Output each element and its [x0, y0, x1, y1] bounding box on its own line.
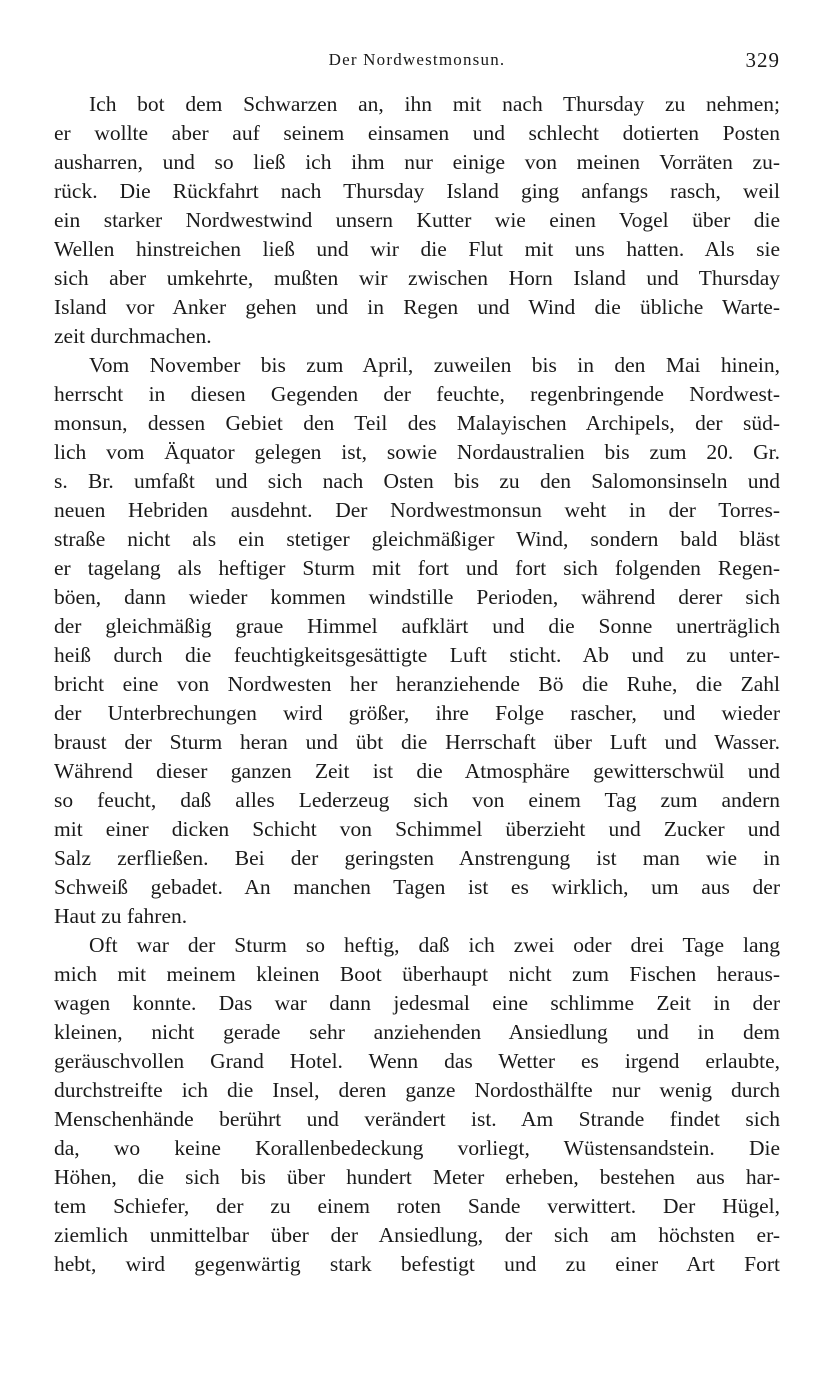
- text-line: braust der Sturm heran und übt die Herrschaft über Luft und Wasser.: [54, 730, 780, 754]
- text-line: er wollte aber auf seinem einsamen und schlecht dotierten Posten: [54, 121, 780, 145]
- text-line: neuen Hebriden ausdehnt. Der Nordwestmonsun weht in der Torres-: [54, 498, 780, 522]
- text-line: Menschenhände berührt und verändert ist. Am Strande findet sich: [54, 1107, 780, 1131]
- text-line: sich aber umkehrte, mußten wir zwischen Horn Island und Thursday: [54, 266, 780, 290]
- text-line: Island vor Anker gehen und in Regen und Wind die übliche Warte-: [54, 295, 780, 319]
- text-line: so feucht, daß alles Lederzeug sich von einem Tag zum andern: [54, 788, 780, 812]
- text-line: bricht eine von Nordwesten her heranziehende Bö die Ruhe, die Zahl: [54, 672, 780, 696]
- text-line: Ich bot dem Schwarzen an, ihn mit nach Thursday zu nehmen;: [89, 92, 780, 116]
- text-line: durchstreifte ich die Insel, deren ganze Nordosthälfte nur wenig durch: [54, 1078, 780, 1102]
- text-line: Höhen, die sich bis über hundert Meter erheben, bestehen aus har-: [54, 1165, 780, 1189]
- text-line: zeit durchmachen.: [54, 324, 212, 348]
- text-line: Haut zu fahren.: [54, 904, 188, 928]
- text-line: heiß durch die feuchtigkeitsgesättigte Luft sticht. Ab und zu unter-: [54, 643, 780, 667]
- paragraph-2: [54, 351, 780, 931]
- text-line: wagen konnte. Das war dann jedesmal eine schlimme Zeit in der: [54, 991, 780, 1015]
- text-line: monsun, dessen Gebiet den Teil des Malayischen Archipels, der süd-: [54, 411, 780, 435]
- page-number: 329: [745, 48, 780, 72]
- text-line: ausharren, und so ließ ich ihm nur einige von meinen Vorräten zu-: [54, 150, 780, 174]
- text-line: Schweiß gebadet. An manchen Tagen ist es wirklich, um aus der: [54, 875, 780, 899]
- text-line: s. Br. umfaßt und sich nach Osten bis zu den Salomonsinseln und: [54, 469, 780, 493]
- text-line: mit einer dicken Schicht von Schimmel überzieht und Zucker und: [54, 817, 780, 841]
- text-line: lich vom Äquator gelegen ist, sowie Nordaustralien bis zum 20. Gr.: [54, 440, 780, 464]
- text-line: ein starker Nordwestwind unsern Kutter wie einen Vogel über die: [54, 208, 780, 232]
- text-line: Oft war der Sturm so heftig, daß ich zwei oder drei Tage lang: [89, 933, 780, 957]
- paragraph-1: [54, 90, 780, 351]
- text-line: Wellen hinstreichen ließ und wir die Flut mit uns hatten. Als sie: [54, 237, 780, 261]
- text-line: rück. Die Rückfahrt nach Thursday Island ging anfangs rasch, weil: [54, 179, 780, 203]
- text-line: hebt, wird gegenwärtig stark befestigt und zu einer Art Fort: [54, 1252, 780, 1276]
- running-title: Der Nordwestmonsun.: [328, 50, 506, 69]
- text-line: ziemlich unmittelbar über der Ansiedlung, der sich am höchsten er-: [54, 1223, 780, 1247]
- text-line: er tagelang als heftiger Sturm mit fort und fort sich folgenden Regen-: [54, 556, 780, 580]
- text-line: tem Schiefer, der zu einem roten Sande verwittert. Der Hügel,: [54, 1194, 780, 1218]
- body-text: [54, 90, 780, 1279]
- text-line: da, wo keine Korallenbedeckung vorliegt, Wüstensandstein. Die: [54, 1136, 780, 1160]
- text-line: herrscht in diesen Gegenden der feuchte, regenbringende Nordwest-: [54, 382, 780, 406]
- text-line: mich mit meinem kleinen Boot überhaupt nicht zum Fischen heraus-: [54, 962, 780, 986]
- text-line: böen, dann wieder kommen windstille Perioden, während derer sich: [54, 585, 780, 609]
- text-line: kleinen, nicht gerade sehr anziehenden Ansiedlung und in dem: [54, 1020, 780, 1044]
- text-line: der gleichmäßig graue Himmel aufklärt und die Sonne unerträglich: [54, 614, 780, 638]
- text-line: Salz zerfließen. Bei der geringsten Anstrengung ist man wie in: [54, 846, 780, 870]
- text-line: straße nicht als ein stetiger gleichmäßiger Wind, sondern bald bläst: [54, 527, 780, 551]
- text-line: Während dieser ganzen Zeit ist die Atmosphäre gewitterschwül und: [54, 759, 780, 783]
- text-line: geräuschvollen Grand Hotel. Wenn das Wetter es irgend erlaubte,: [54, 1049, 780, 1073]
- text-line: der Unterbrechungen wird größer, ihre Folge rascher, und wieder: [54, 701, 780, 725]
- paragraph-3: [54, 931, 780, 1279]
- running-head: [54, 48, 780, 74]
- text-line: Vom November bis zum April, zuweilen bis in den Mai hinein,: [89, 353, 780, 377]
